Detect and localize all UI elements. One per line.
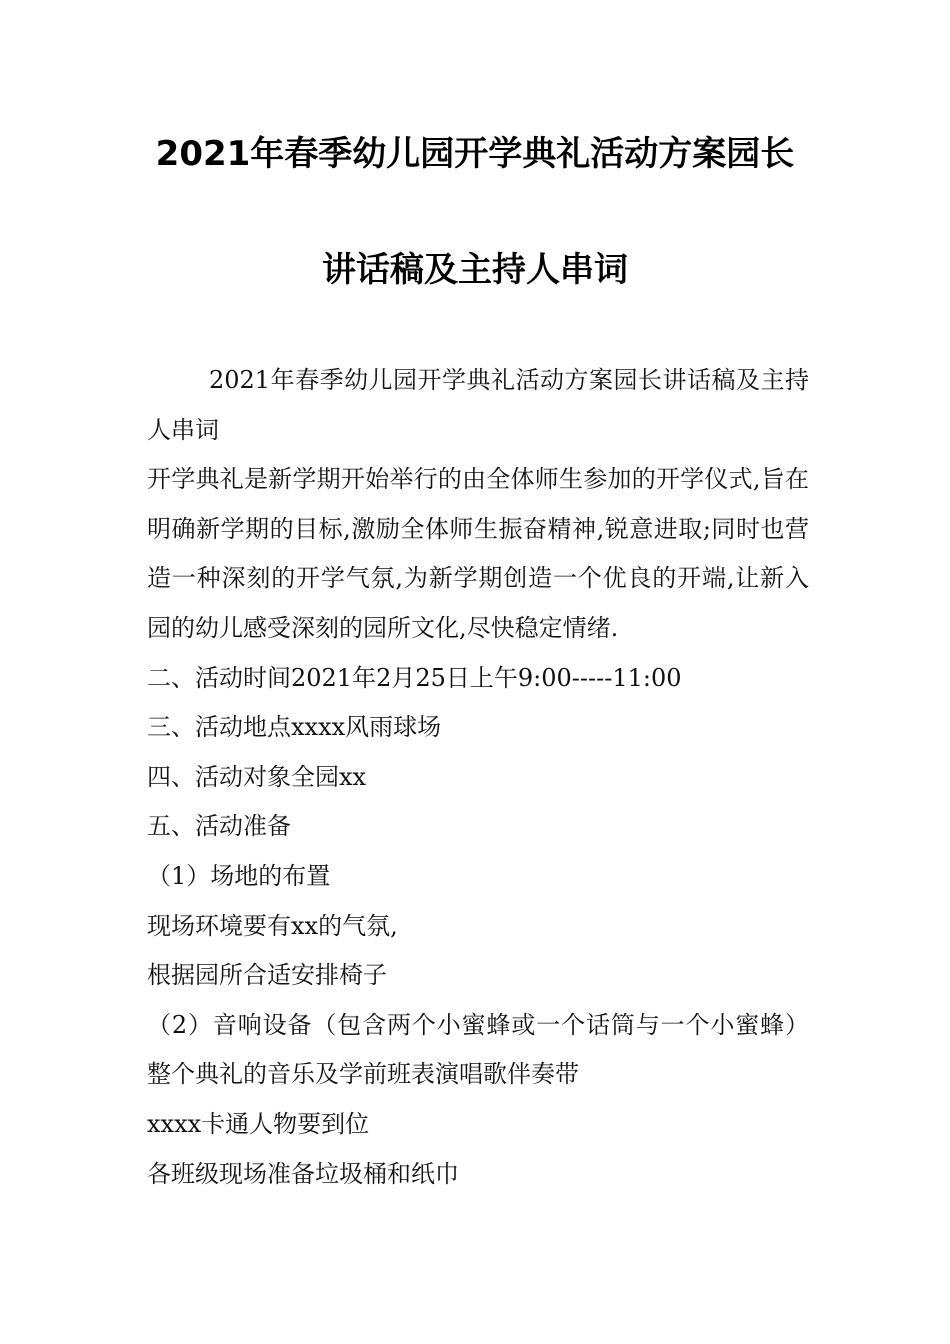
document-body: [147, 356, 809, 1199]
activity-preparation-heading: 五、活动准备: [147, 812, 291, 841]
trash-preparation-line: 各班级现场准备垃圾桶和纸巾: [147, 1159, 459, 1188]
venue-atmosphere-line: 现场环境要有xx的气氛,: [147, 911, 398, 940]
activity-audience-line: 四、活动对象全园xx: [147, 762, 367, 791]
audio-equipment-paragraph: （2）音响设备（包含两个小蜜蜂或一个话筒与一个小蜜蜂）整个典礼的音乐及学前班表演唱歌伴奏带: [147, 1010, 809, 1089]
activity-time-line: 二、活动时间2021年2月25日上午9:00-----11:00: [147, 663, 682, 692]
document-title-line-2: 讲话稿及主持人串词: [322, 250, 628, 290]
venue-setup-heading: （1）场地的布置: [147, 861, 331, 890]
activity-location-line: 三、活动地点xxxx风雨球场: [147, 713, 442, 742]
document-title-line-1: 2021年春季幼儿园开学典礼活动方案园长: [155, 134, 795, 174]
cartoon-character-line: xxxx卡通人物要到位: [147, 1109, 370, 1138]
seating-line: 根据园所合适安排椅子: [147, 961, 387, 990]
intro-paragraph: 2021年春季幼儿园开学典礼活动方案园长讲话稿及主持人串词: [147, 366, 809, 444]
purpose-paragraph: 开学典礼是新学期开始举行的由全体师生参加的开学仪式,旨在明确新学期的目标,激励全体师生振奋精神,锐意进取;同时也营造一种深刻的开学气氛,为新学期创造一个优良的开端,让新入园的幼儿感受深刻的园所文化,尽快稳定情绪.: [147, 465, 809, 642]
